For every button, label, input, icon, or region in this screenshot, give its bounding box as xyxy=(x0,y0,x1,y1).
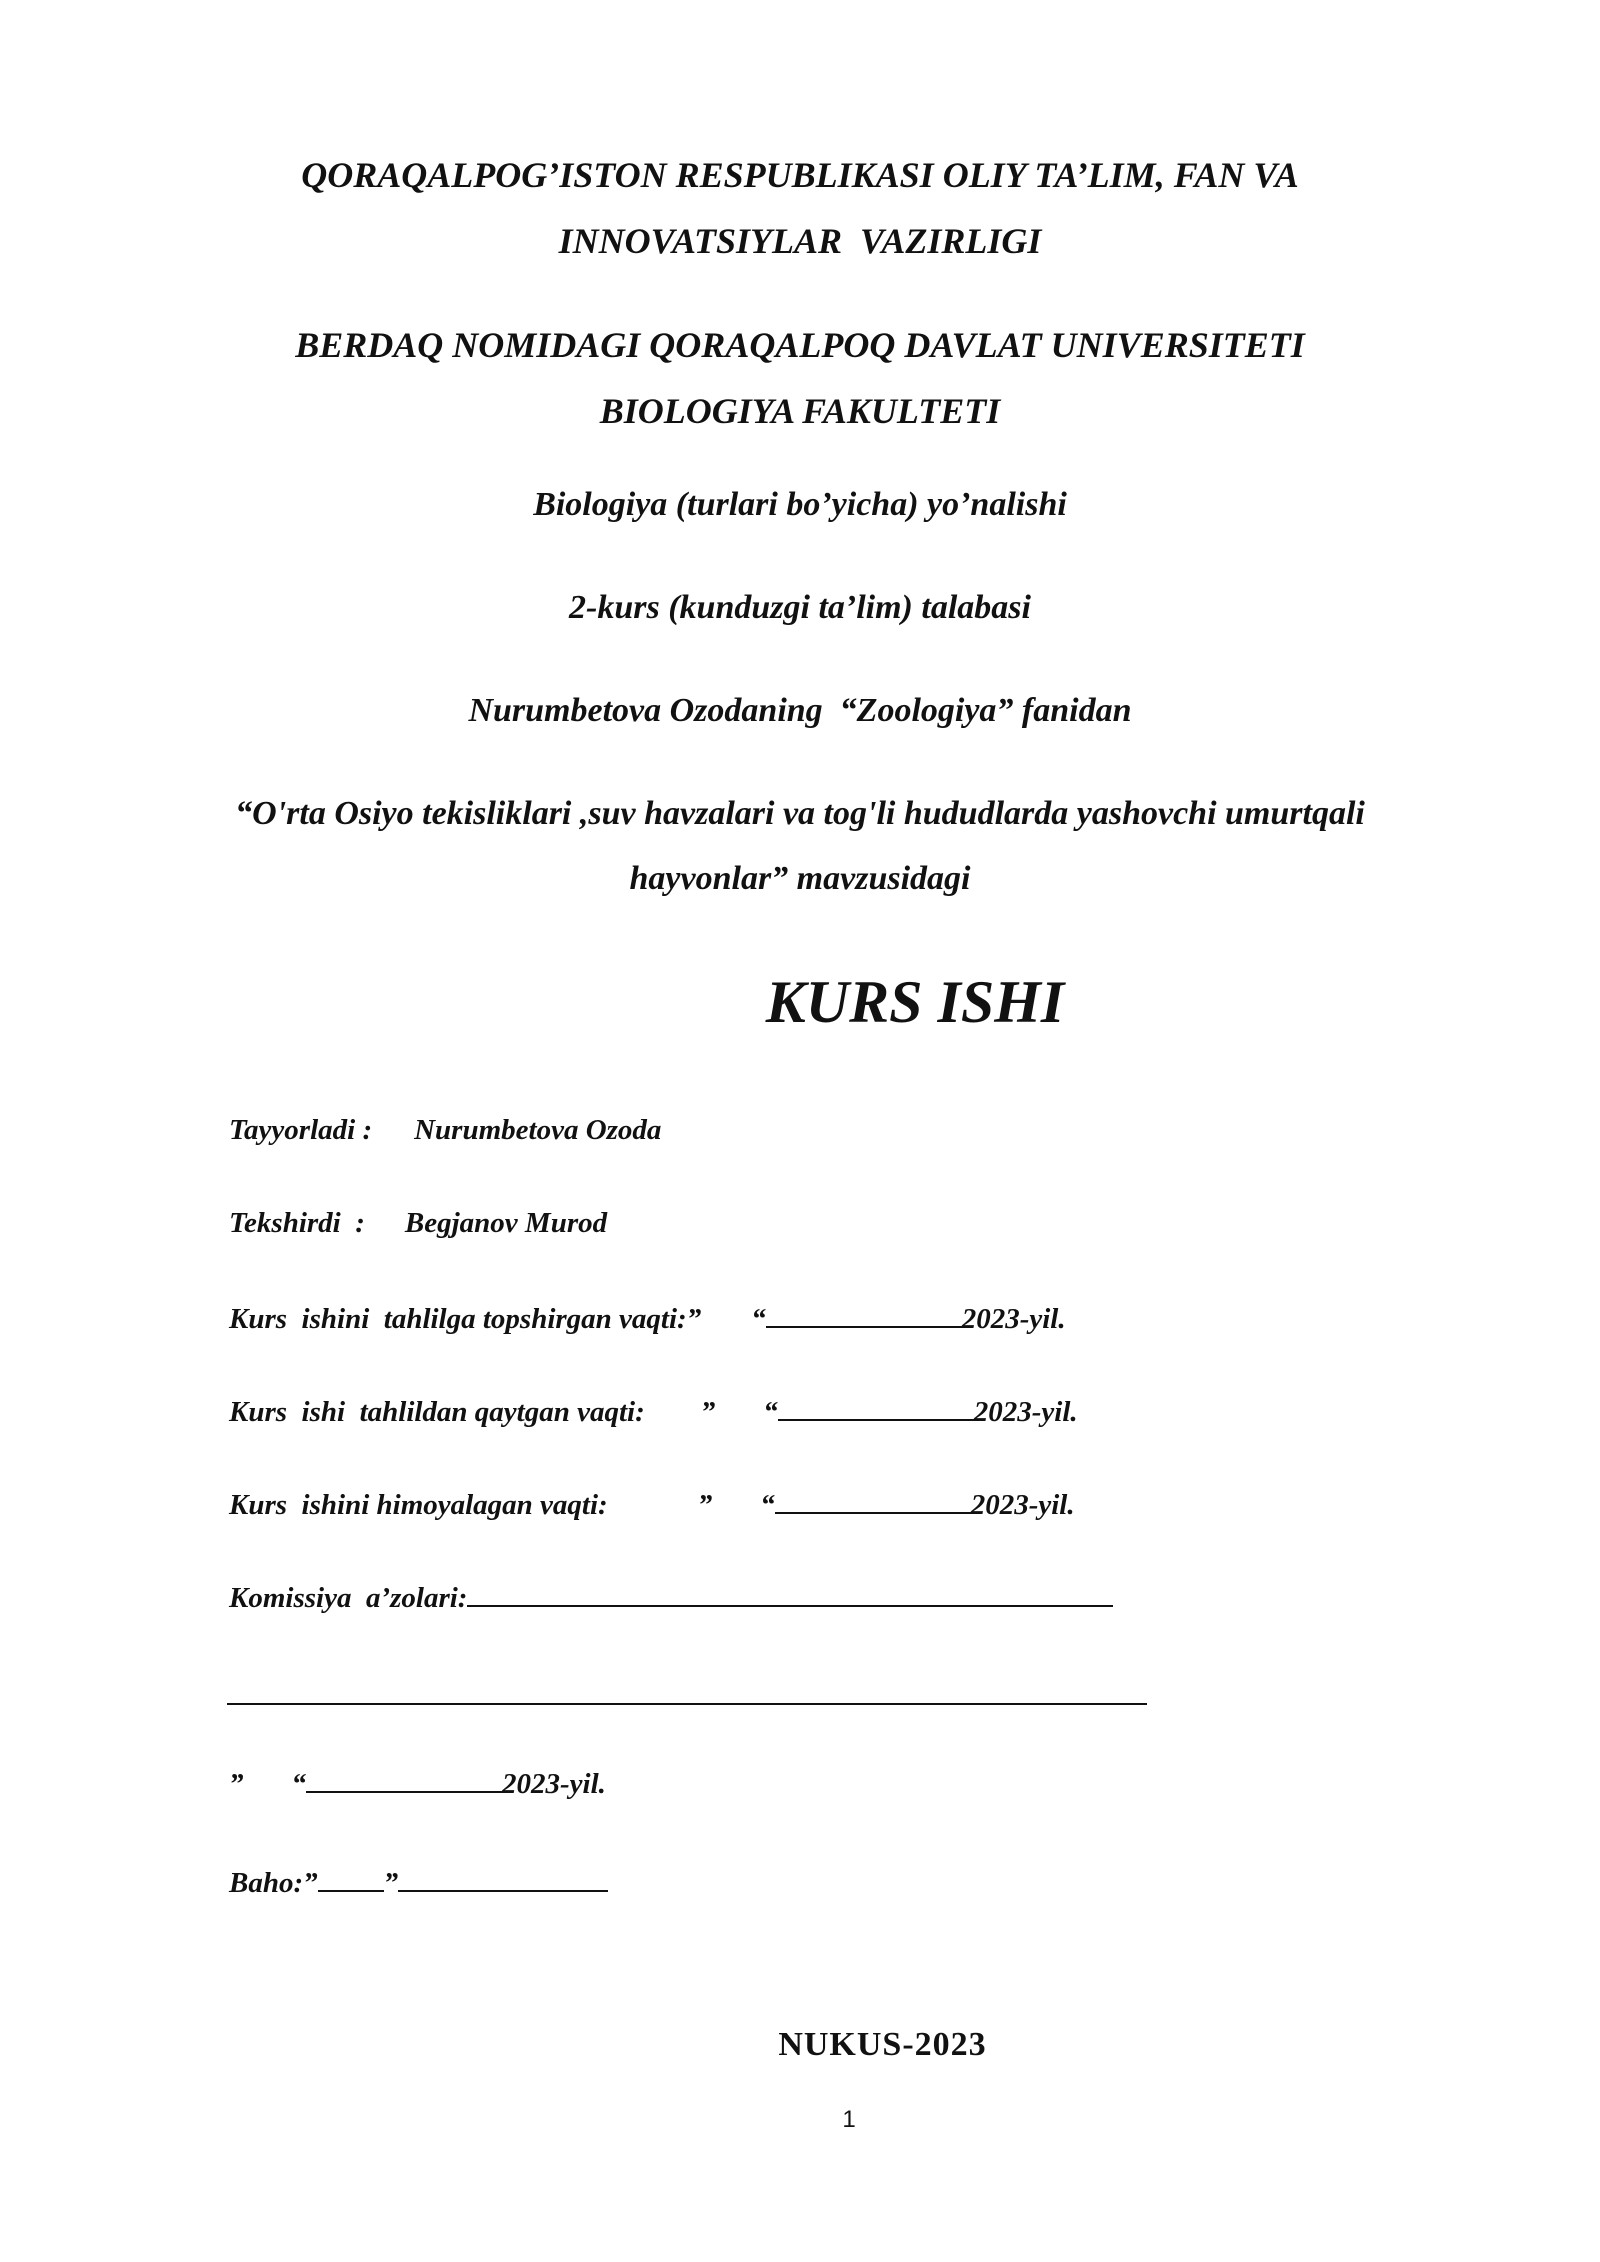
submitted-open-quote: “ xyxy=(751,1303,766,1335)
page-number: 1 xyxy=(842,2106,856,2133)
topic-line-2: hayvonlar” mavzusidagi xyxy=(629,860,971,897)
submitted-date-blank xyxy=(766,1300,962,1328)
submitted-year: 2023-yil. xyxy=(961,1303,1066,1335)
defended-open-quote: “ xyxy=(760,1489,775,1521)
defended-row xyxy=(229,1486,1075,1522)
faculty-name: BIOLOGIYA FAKULTETI xyxy=(599,391,1001,431)
grade-label: Baho:” xyxy=(229,1867,318,1899)
grade-blank-2 xyxy=(398,1864,608,1892)
commission-second-line xyxy=(227,1703,1147,1705)
date-close-quote: ” xyxy=(229,1768,244,1800)
checked-row xyxy=(229,1207,607,1240)
university-name: BERDAQ NOMIDAGI QORAQALPOQ DAVLAT UNIVERSITETI xyxy=(295,325,1305,365)
student-subject-line: Nurumbetova Ozodaning “Zoologiya” fanidan xyxy=(468,692,1132,729)
date-open-quote: “ xyxy=(291,1768,306,1800)
defended-close-quote: ” xyxy=(697,1489,713,1521)
commission-label: Komissiya a’zolari: xyxy=(229,1582,468,1614)
returned-row xyxy=(229,1393,1078,1429)
prepared-label: Tayyorladi : xyxy=(229,1114,373,1146)
checked-label: Tekshirdi : xyxy=(229,1207,365,1239)
returned-year: 2023-yil. xyxy=(973,1396,1078,1428)
date-blank xyxy=(306,1765,502,1793)
returned-open-quote: “ xyxy=(763,1396,778,1428)
returned-date-blank xyxy=(778,1393,974,1421)
grade-row xyxy=(229,1864,608,1900)
prepared-row xyxy=(229,1114,661,1147)
submitted-row xyxy=(229,1300,1066,1336)
returned-label: Kurs ishi tahlildan qaytgan vaqti: xyxy=(229,1396,645,1428)
ministry-line-1: QORAQALPOG’ISTON RESPUBLIKASI OLIY TA’LIM, FAN VA xyxy=(301,155,1299,195)
submitted-label: Kurs ishini tahlilga topshirgan vaqti:” xyxy=(229,1303,702,1335)
course-line: 2-kurs (kunduzgi ta’lim) talabasi xyxy=(569,589,1031,626)
checked-value: Begjanov Murod xyxy=(404,1207,608,1239)
prepared-value: Nurumbetova Ozoda xyxy=(414,1114,662,1146)
commission-row xyxy=(229,1579,1113,1615)
document-title: KURS ISHI xyxy=(765,969,1065,1035)
grade-mid-quote: ” xyxy=(383,1867,399,1899)
defended-label: Kurs ishini himoyalagan vaqti: xyxy=(229,1489,608,1521)
date-year: 2023-yil. xyxy=(502,1768,606,1800)
ministry-line-2: INNOVATSIYLAR VAZIRLIGI xyxy=(558,221,1042,261)
topic-line-1: “O'rta Osiyo tekisliklari ,suv havzalari va tog'li hududlarda yashovchi umurtqali xyxy=(235,795,1365,832)
direction-line: Biologiya (turlari bo’yicha) yo’nalishi xyxy=(533,486,1067,523)
returned-close-quote: ” xyxy=(700,1396,716,1428)
commission-blank xyxy=(467,1579,1113,1607)
date-row xyxy=(229,1765,606,1801)
defended-year: 2023-yil. xyxy=(970,1489,1075,1521)
defended-date-blank xyxy=(775,1486,971,1514)
grade-blank-1 xyxy=(318,1864,384,1892)
city-year: NUKUS-2023 xyxy=(778,2026,987,2063)
